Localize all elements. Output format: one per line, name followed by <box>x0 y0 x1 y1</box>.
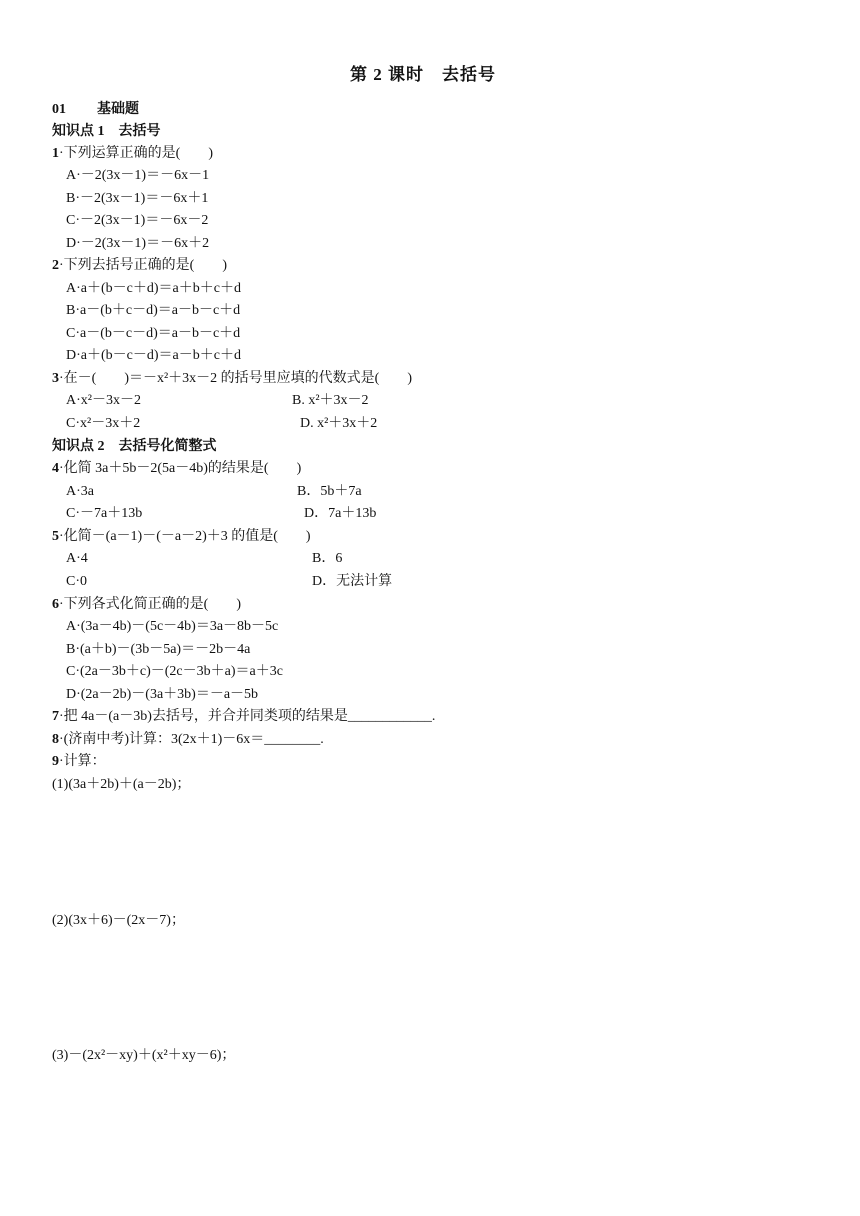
page-title: 第 2 课时 去括号 <box>350 65 496 84</box>
q4-option-a: A·3a <box>66 484 94 499</box>
question-3 <box>52 370 412 388</box>
q3-option-d: D. x²＋3x＋2 <box>300 416 378 431</box>
question-number: 2 <box>52 258 59 273</box>
question-7 <box>52 708 435 726</box>
q3-option-b: B. x²＋3x－2 <box>292 393 369 408</box>
question-number: 5 <box>52 529 59 544</box>
q5-option-c: C·0 <box>66 574 87 589</box>
section-name: 基础题 <box>97 102 139 117</box>
q9-part-3: (3)－(2x²－xy)＋(x²＋xy－6)； <box>52 1048 236 1063</box>
q5-option-a: A·4 <box>66 551 88 566</box>
question-9 <box>52 753 106 771</box>
q6-option-a: A·(3a－4b)－(5c－4b)＝3a－8b－5c <box>66 619 279 634</box>
q1-option-b: B·－2(3x－1)＝－6x＋1 <box>66 191 209 206</box>
question-stem: ·计算： <box>59 754 106 769</box>
question-6 <box>52 596 241 614</box>
q1-option-c: C·－2(3x－1)＝－6x－2 <box>66 213 209 228</box>
question-number: 6 <box>52 597 59 612</box>
question-stem: ·下列去括号正确的是( ) <box>59 258 227 273</box>
q2-option-b: B·a－(b＋c－d)＝a－b－c＋d <box>66 303 241 318</box>
q4-option-d: D．7a＋13b <box>304 506 377 521</box>
question-number: 4 <box>52 461 59 476</box>
q2-option-c: C·a－(b－c－d)＝a－b－c＋d <box>66 326 241 341</box>
question-1 <box>52 145 213 163</box>
q3-option-a: A·x²－3x－2 <box>66 393 141 408</box>
q4-option-c: C·－7a＋13b <box>66 506 143 521</box>
q5-option-d: D．无法计算 <box>312 574 393 589</box>
q9-part-1: (1)(3a＋2b)＋(a－2b)； <box>52 777 191 792</box>
question-8 <box>52 731 324 749</box>
question-stem: ·(济南中考)计算：3(2x＋1)－6x＝________. <box>59 732 324 747</box>
q1-option-d: D·－2(3x－1)＝－6x＋2 <box>66 236 210 251</box>
question-stem: ·下列各式化简正确的是( ) <box>59 597 241 612</box>
question-stem: ·下列运算正确的是( ) <box>59 146 213 161</box>
question-number: 8 <box>52 732 59 747</box>
question-stem: ·把 4a－(a－3b)去括号，并合并同类项的结果是____________. <box>59 709 436 724</box>
question-number: 7 <box>52 709 59 724</box>
q1-option-a: A·－2(3x－1)＝－6x－1 <box>66 168 210 183</box>
q5-option-b: B．6 <box>312 551 343 566</box>
q6-option-b: B·(a＋b)－(3b－5a)＝－2b－4a <box>66 642 251 657</box>
question-stem: ·化简－(a－1)－(－a－2)＋3 的值是( ) <box>59 529 311 544</box>
question-stem: ·化简 3a＋5b－2(5a－4b)的结果是( ) <box>59 461 302 476</box>
q9-part-2: (2)(3x＋6)－(2x－7)； <box>52 913 185 928</box>
q2-option-d: D·a＋(b－c－d)＝a－b＋c＋d <box>66 348 241 363</box>
question-number: 1 <box>52 146 59 161</box>
knowledge-point-1: 知识点 1 去括号 <box>52 124 161 139</box>
q2-option-a: A·a＋(b－c＋d)＝a＋b＋c＋d <box>66 281 241 296</box>
question-2 <box>52 257 227 275</box>
question-number: 9 <box>52 754 59 769</box>
question-4 <box>52 460 301 478</box>
q6-option-c: C·(2a－3b＋c)－(2c－3b＋a)＝a＋3c <box>66 664 283 679</box>
q4-option-b: B．5b＋7a <box>297 484 362 499</box>
q3-option-c: C·x²－3x＋2 <box>66 416 141 431</box>
knowledge-point-2: 知识点 2 去括号化简整式 <box>52 439 217 454</box>
section-number: 01 <box>52 102 66 117</box>
question-number: 3 <box>52 371 59 386</box>
question-5 <box>52 528 311 546</box>
question-stem: ·在－( )＝－x²＋3x－2 的括号里应填的代数式是( ) <box>59 371 413 386</box>
q6-option-d: D·(2a－2b)－(3a＋3b)＝－a－5b <box>66 687 259 702</box>
